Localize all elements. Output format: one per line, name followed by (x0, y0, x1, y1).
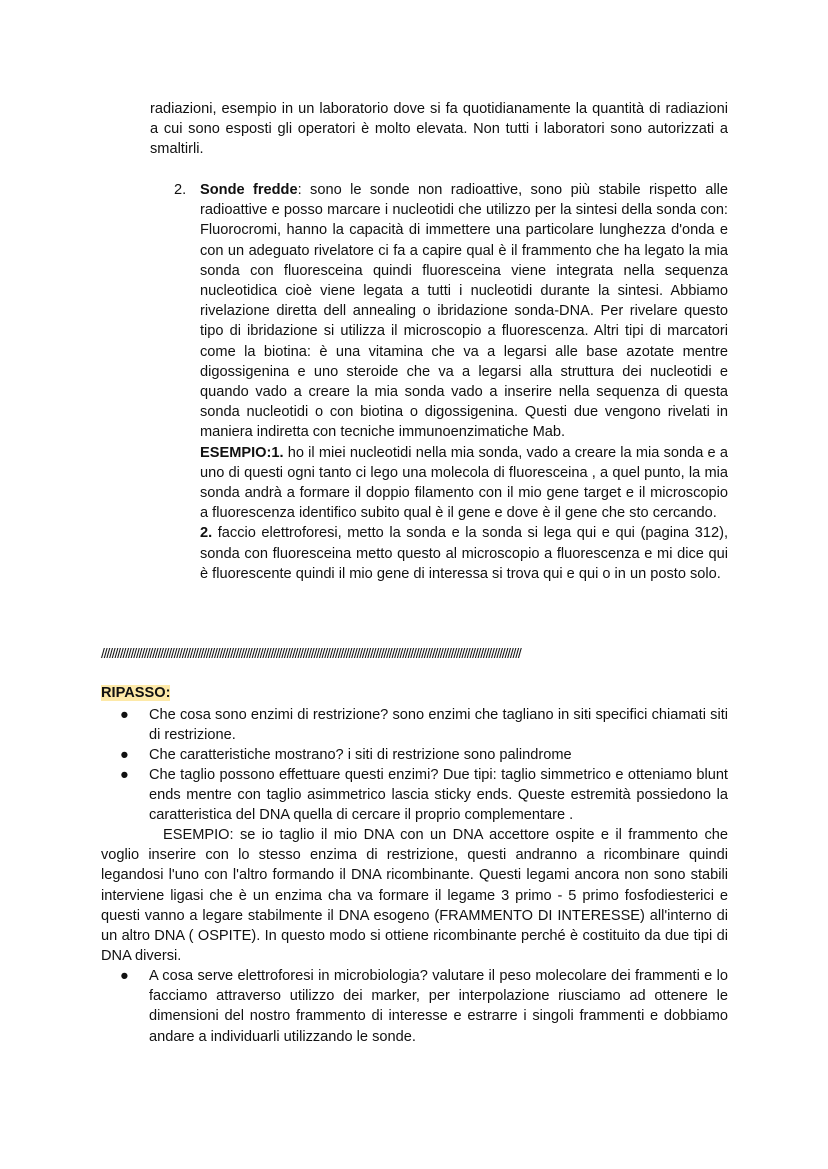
example-2-number: 2. (200, 525, 213, 542)
list-item-sonde-fredde (150, 180, 728, 584)
bullet-dot: ● (120, 767, 129, 783)
bullet-dot: ● (120, 707, 129, 723)
example-2-text: faccio elettroforesi, metto la sonda e la sonda si lega qui e qui (pagina 312), sonda con fluoresceina metto questo al microscopio a fluorescenza e mi dice qui è fluorescente quindi il mio gene di interessa si trova qui e qui o in un posto solo. (200, 525, 728, 582)
sonde-fredde-text: : sono le sonde non radioattive, sono più stabile rispetto alle radioattive e posso marcare i nucleotidi che utilizzo per la sintesi della sonda con: Fluorocromi, hanno la capacità di immettere una particolare lunghezza d'onda e con un adeguato rivelatore ci fa a capire qual è il frammento che ha legato la mia sonda con fluoresceina quindi fluoresceina viene integrata nella sequenza nucleotidica cioè viene legata a tutti i nucleotidi durante la sintesi. Abbiamo rivelazione diretta dell annealing o ibridazione sonda-DNA. Per rivelare questo tipo di ibridazione si utilizza il microscopio a fluorescenza. Altri tipi di marcatori come la biotina: è una vitamina che va a legarsi alle base azotate mentre digossigenina e uno steroide che va a legarsi alla struttura dei nucleotidi e quando vado a creare la mia sonda vado a inserire nella sequenza di questa sonda nucleotidi o con biotina o digossigenina. Questi due vengono rivelati in maniera indiretta con tecniche immunoenzimatiche Mab. (200, 182, 729, 441)
example-1-number: :1. (266, 444, 284, 461)
bullet-item (101, 745, 728, 765)
ripasso-example-paragraph (101, 825, 728, 966)
ripasso-example-text: ESEMPIO: se io taglio il mio DNA con un DNA accettore ospite e il frammento che voglio inserire con lo stesso enzima di restrizione, questi andranno a ricombinare quindi legandosi l'uno con l'altro formando il DNA ricombinante. Questi legami ancora non sono stabili interviene ligasi che è un enzima cha va formare il legame 3 primo - 5 primo fosfodiesterici e questi vanno a legare stabilmente il DNA esogeno (FRAMMENTO DI INTERESSE) all'interno di un altro DNA ( OSPITE). In questo modo si ottiene ricombinante perché è costituito da due tipi di DNA diversi. (101, 827, 728, 965)
example-label: ESEMPIO (200, 444, 267, 461)
bullet-text-elettroforesi: A cosa serve elettroforesi in microbiologia? valutare il peso molecolare dei frammenti e lo facciamo attraverso utilizzo dei marker, per interpolazione riusciamo ad ottenere le dimensioni del nostro frammento di interesse e estrarre i singoli frammenti e dobbiamo andare a individuarli utilizzando le sonde. (149, 968, 728, 1045)
bullet-text-enzimi: Che cosa sono enzimi di restrizione? sono enzimi che tagliano in siti specifici chiamati siti di restrizione. (149, 707, 728, 744)
bullet-text-caratteristiche: Che caratteristiche mostrano? i siti di restrizione sono palindrome (149, 747, 572, 763)
bullet-dot: ● (120, 968, 129, 984)
slash-separator: //////////////////////////////////////////////////////////////////////////////////////////////////////////////////////////////////////////////////////////// (101, 645, 521, 661)
list-number: 2. (174, 182, 187, 198)
sonde-fredde-paragraph (200, 180, 728, 443)
bullet-text-taglio: Che taglio possono effettuare questi enzimi? Due tipi: taglio simmetrico e otteniamo blunt ends mentre con taglio asimmetrico lascia sticky ends. Queste estremità possiedono la caratteristica del DNA quella di cercare il proprio complementare . (149, 767, 728, 824)
bullet-item (101, 705, 728, 745)
bullet-item (101, 966, 728, 1047)
example-1-text: ho il miei nucleotidi nella mia sonda, vado a creare la mia sonda e a uno di questi ogni tanto ci lego una molecola di fluoresceina , a quel punto, la mia sonda andrà a formare il doppio filamento con il mio gene target e il microscopio a fluorescenza identifico subito qual è il gene e dove è il gene che sto cercando. (200, 444, 728, 522)
example-1-paragraph (200, 443, 728, 524)
bullet-item (101, 765, 728, 826)
ripasso-heading-text: RIPASSO: (101, 685, 171, 701)
example-2-paragraph (200, 523, 728, 584)
sonde-fredde-heading: Sonde fredde (200, 182, 298, 198)
bullet-dot: ● (120, 747, 129, 763)
intro-paragraph: radiazioni, esempio in un laboratorio dove si fa quotidianamente la quantità di radiazioni a cui sono esposti gli operatori è molto elevata. Non tutti i laboratori sono autorizzati a smaltirli. (150, 101, 728, 158)
ripasso-heading (101, 683, 170, 703)
